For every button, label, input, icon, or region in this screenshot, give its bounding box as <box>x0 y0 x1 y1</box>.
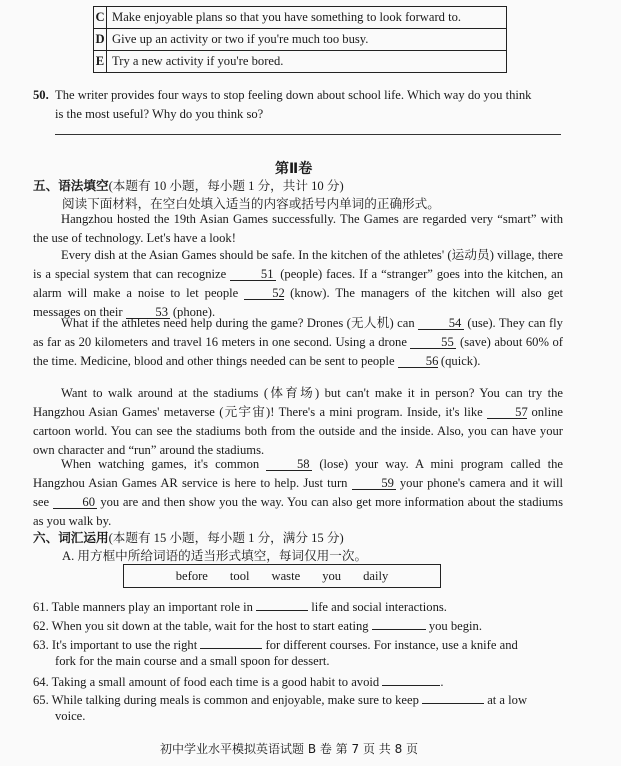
question-text: life and social interactions. <box>308 600 447 614</box>
blank-61[interactable] <box>256 598 308 611</box>
option-letter: D <box>94 29 107 51</box>
question-text: at a low <box>484 693 528 707</box>
question-64 <box>33 673 444 690</box>
text-span: online cartoon world. You can see the stadiums both from the outside and the inside. Also, you can have your own character and “run” around the stadiums. <box>33 405 563 457</box>
blank-53[interactable]: 53 <box>126 306 170 319</box>
question-number: 64. <box>33 675 49 689</box>
text-span: your phone's camera and it will see <box>33 476 564 509</box>
question-number: 62. <box>33 619 49 633</box>
paragraph-3 <box>33 314 563 371</box>
paragraph-5 <box>33 455 563 531</box>
word-item: waste <box>271 568 301 583</box>
text-span: Every dish at the Asian Games should be safe. In the kitchen of the athletes' (运动员) village, there is a special system that can recognize <box>33 248 563 281</box>
text-span: (people) faces. If a “stranger” goes into the kitchen, an alarm will make a noise to let people <box>33 267 563 300</box>
text-span: you are and then show you the way. You can also get more information about the stadiums as you walk by. <box>33 495 563 528</box>
options-table <box>93 6 507 73</box>
paragraph-2 <box>33 246 563 322</box>
blank-64[interactable] <box>382 673 440 686</box>
blank-65[interactable] <box>422 691 484 704</box>
blank-59[interactable]: 59 <box>352 477 396 490</box>
section-6-heading <box>33 527 344 546</box>
text-span: (know). The managers of the kitchen will also get messages on their <box>33 286 563 319</box>
blank-55[interactable]: 55 <box>410 336 456 349</box>
option-row-c <box>94 7 507 29</box>
paragraph-4 <box>33 384 563 460</box>
question-text: It's important to use the right <box>51 638 201 652</box>
question-text: When you sit down at the table, wait for the host to start eating <box>51 619 372 633</box>
blank-60[interactable]: 60 <box>53 496 97 509</box>
text-span: When watching games, it's common <box>61 457 267 471</box>
blank-54[interactable]: 54 <box>418 317 464 330</box>
blank-57[interactable]: 57 <box>487 406 527 419</box>
text-span: (save) about 60% of the time. Medicine, blood and other things needed can be sent to people <box>33 335 563 368</box>
question-62 <box>33 617 482 634</box>
question-50-number: 50. <box>33 88 49 102</box>
blank-58[interactable]: 58 <box>266 458 312 471</box>
section-5-note: (本题有 10 小题，每小题 1 分，共计 10 分) <box>108 179 344 193</box>
section-6-label: 六、词汇运用 <box>33 530 109 545</box>
text-span: Want to walk around at the stadiums (体育场) but can't make it in person? You can try the Hangzhou Asian Games' metaverse (元宇宙)! There's a mini program. Inside, it's like <box>33 386 563 419</box>
question-50-line2: is the most useful? Why do you think so? <box>55 107 264 121</box>
option-row-d <box>94 29 507 51</box>
option-text: Make enjoyable plans so that you have something to look forward to. <box>107 7 507 29</box>
question-number: 61. <box>33 600 49 614</box>
blank-63[interactable] <box>200 636 262 649</box>
question-number: 63. <box>33 638 49 652</box>
text-span: What if the athletes need help during the game? Drones (无人机) can <box>61 316 418 330</box>
text-span: (use). They can fly as far as 20 kilometers and travel 16 meters in one second. Using a drone <box>33 316 563 349</box>
option-text: Try a new activity if you're bored. <box>107 51 507 73</box>
question-text: you begin. <box>425 619 483 633</box>
question-number: 65. <box>33 693 49 707</box>
section-5-heading <box>33 175 344 194</box>
answer-line[interactable] <box>55 134 561 135</box>
section-6-subtitle: A. 用方框中所给词语的适当形式填空，每词仅用一次。 <box>62 549 368 563</box>
paragraph-1: Hangzhou hosted the 19th Asian Games successfully. The Games are regarded very “smart” with the use of technology. Let's have a look! <box>33 212 563 245</box>
page-footer: 初中学业水平模拟英语试题 B 卷 第 7 页 共 8 页 <box>160 742 419 756</box>
question-65-continued: voice. <box>55 709 86 723</box>
section-6-note: (本题有 15 小题，每小题 1 分，满分 15 分) <box>108 531 344 545</box>
word-item: daily <box>363 568 389 583</box>
question-61 <box>33 598 447 615</box>
option-letter: E <box>94 51 107 73</box>
word-item: tool <box>229 568 250 583</box>
question-text: While talking during meals is common and enjoyable, make sure to keep <box>51 693 423 707</box>
text-span: (phone). <box>169 305 216 319</box>
question-63-continued: fork for the main course and a small spoon for dessert. <box>55 654 330 668</box>
blank-52[interactable]: 52 <box>244 287 284 300</box>
blank-56[interactable]: 56 <box>398 355 438 368</box>
blank-62[interactable] <box>372 617 426 630</box>
blank-51[interactable]: 51 <box>230 268 276 281</box>
word-item: you <box>322 568 342 583</box>
section-5-label: 五、语法填空 <box>33 178 109 193</box>
text-span: (lose) your way. A mini program called the Hangzhou Asian Games AR service is here to help. Just turn <box>33 457 563 490</box>
option-row-e <box>94 51 507 73</box>
question-text: . <box>440 675 444 689</box>
word-box <box>123 564 441 588</box>
question-50-line1: The writer provides four ways to stop feeling down about school life. Which way do you think <box>55 88 532 102</box>
option-letter: C <box>94 7 107 29</box>
word-item: before <box>175 568 208 583</box>
option-text: Give up an activity or two if you're much too busy. <box>107 29 507 51</box>
text-span: (quick). <box>437 354 481 368</box>
question-65 <box>33 691 527 708</box>
section-5-instruction: 阅读下面材料，在空白处填入适当的内容或括号内单词的正确形式。 <box>62 197 440 211</box>
question-text: for different courses. For instance, use a knife and <box>262 638 518 652</box>
part-title: 第Ⅱ卷 <box>275 161 313 177</box>
question-63 <box>33 636 518 653</box>
question-text: Table manners play an important role in <box>51 600 257 614</box>
question-text: Taking a small amount of food each time is a good habit to avoid <box>51 675 383 689</box>
